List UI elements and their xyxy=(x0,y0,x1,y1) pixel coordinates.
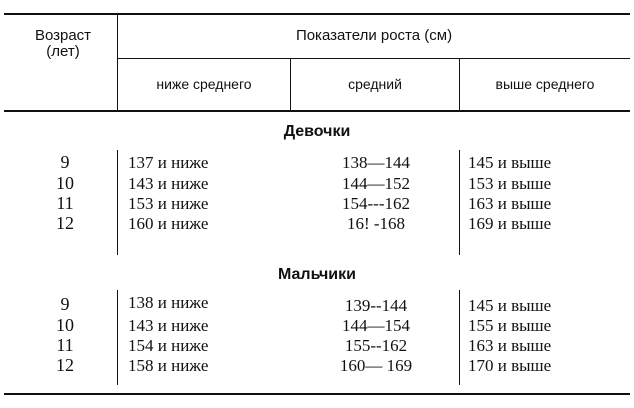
avg-cell: 144—152 xyxy=(342,174,410,193)
above-cell: 169 и выше xyxy=(468,214,552,233)
above-cell: 163 и выше xyxy=(468,336,552,355)
age-cell: 12 xyxy=(56,355,74,375)
avg-cell: 16! -168 xyxy=(346,214,406,233)
avg-cell: 139--144 xyxy=(344,296,408,315)
avg-cell: 155--162 xyxy=(344,336,408,355)
below-cell: 154 и ниже xyxy=(128,336,209,355)
body-divider-right-1 xyxy=(459,150,460,255)
subheader-rule xyxy=(117,58,630,59)
age-cell: 10 xyxy=(56,315,74,335)
below-cell: 143 и ниже xyxy=(128,174,209,193)
column-above-average: выше среднего xyxy=(495,76,595,92)
above-cell: 153 и выше xyxy=(468,174,552,193)
below-cell: 143 и ниже xyxy=(128,316,209,335)
avg-cell: 138—144 xyxy=(342,153,410,172)
above-cell: 155 и выше xyxy=(468,316,552,335)
body-divider-age-2 xyxy=(117,290,118,385)
column-average: средний xyxy=(348,76,402,92)
age-cell: 11 xyxy=(56,193,74,213)
below-cell: 138 и ниже xyxy=(128,293,209,312)
height-group-header: Показатели роста (см) xyxy=(295,27,453,44)
bottom-rule xyxy=(4,393,630,395)
below-cell: 153 и ниже xyxy=(128,194,209,213)
above-cell: 163 и выше xyxy=(468,194,552,213)
header-bottom-rule xyxy=(4,110,630,112)
section-title-girls: Девочки xyxy=(283,123,351,140)
age-cell: 10 xyxy=(56,173,74,193)
avg-cell: 144—154 xyxy=(342,316,410,335)
top-rule xyxy=(4,13,630,15)
below-cell: 160 и ниже xyxy=(128,214,209,233)
body-divider-right-2 xyxy=(459,290,460,385)
column-below-average: ниже среднего xyxy=(156,76,252,92)
section-title-boys: Мальчики xyxy=(278,266,356,283)
above-cell: 170 и выше xyxy=(468,356,552,375)
age-header: Возраст (лет) xyxy=(34,27,92,60)
age-cell: 12 xyxy=(56,213,74,233)
avg-cell: 154---162 xyxy=(342,194,410,213)
above-cell: 145 и выше xyxy=(468,153,552,172)
above-cell: 145 и выше xyxy=(468,296,552,315)
age-cell: 9 xyxy=(60,294,70,314)
body-divider-age-1 xyxy=(117,150,118,255)
below-cell: 158 и ниже xyxy=(128,356,209,375)
age-cell: 11 xyxy=(56,335,74,355)
age-cell: 9 xyxy=(60,152,70,172)
avg-cell: 160— 169 xyxy=(339,356,413,375)
below-cell: 137 и ниже xyxy=(128,153,209,172)
